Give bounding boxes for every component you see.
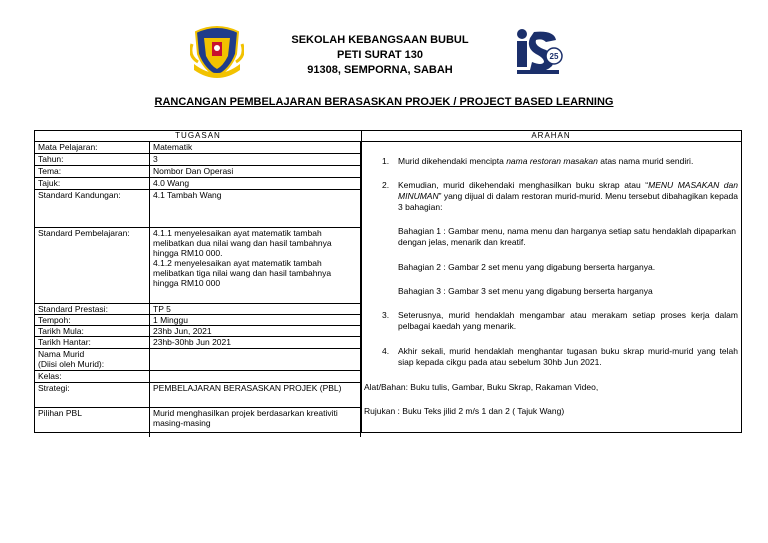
instruction-number: 1. — [382, 156, 390, 166]
field-label — [35, 348, 150, 370]
field-value: PEMBELAJARAN BERASASKAN PROJEK (PBL) — [150, 382, 361, 407]
instruction-text: Murid dikehendaki mencipta — [398, 156, 507, 166]
field-value: 23hb-30hb Jun 2021 — [150, 336, 361, 348]
class-input[interactable] — [150, 370, 361, 382]
instruction-text: Akhir sekali, murid hendaklah menghantar tugasan buku skrap murid-murid yang telah siap kepada cikgu pada atau sebelum 30hb Jun 2021. — [398, 346, 738, 367]
anniversary-number: 25 — [549, 52, 559, 61]
field-label: Tempoh: — [35, 314, 150, 325]
field-label: Kelas: — [35, 370, 150, 382]
materials-text: Alat/Bahan: Buku tulis, Gambar, Buku Skrap, Rakaman Video, — [364, 382, 599, 392]
instructions-panel — [361, 142, 741, 432]
field-value: Nombor Dan Operasi — [150, 165, 361, 177]
table-row — [35, 407, 361, 437]
school-address-line2: 91308, SEMPORNA, SABAH — [307, 64, 453, 76]
field-value — [150, 227, 361, 303]
field-label: Standard Kandungan: — [35, 189, 150, 227]
field-label: Tema: — [35, 165, 150, 177]
learning-standard-2: 4.1.2 menyelesaikan ayat matematik tambah melibatkan tiga nilai wang dan hasil tambahnya hingga RM10 000 — [153, 257, 332, 288]
table-row — [35, 348, 361, 370]
table-row — [35, 177, 361, 189]
field-label: Tajuk: — [35, 177, 150, 189]
restaurant-name-emphasis: nama restoran masakan — [506, 156, 598, 166]
table-row — [35, 227, 361, 303]
project-plan-table — [34, 130, 742, 433]
field-value: 4.0 Wang — [150, 177, 361, 189]
table-row — [35, 303, 361, 314]
field-value: TP 5 — [150, 303, 361, 314]
menu-emphasis: MENU MASAKAN dan MINUMAN — [398, 180, 738, 201]
field-label: Tarikh Mula: — [35, 325, 150, 336]
table-row — [35, 142, 361, 153]
tugasan-header: TUGASAN — [35, 131, 362, 142]
student-name-sublabel: (Diisi oleh Murid): — [38, 358, 105, 369]
field-value: 4.1 Tambah Wang — [150, 189, 361, 227]
field-value: Matematik — [150, 142, 361, 153]
field-label: Tarikh Hantar: — [35, 336, 150, 348]
section-1-text: Bahagian 1 : Gambar menu, nama menu dan harganya setiap satu hendaklah dipaparkan dengan jelas, menarik dan kreatif. — [398, 226, 736, 247]
field-label: Mata Pelajaran: — [35, 142, 150, 153]
instruction-number: 2. — [382, 180, 390, 190]
field-label: Strategi: — [35, 382, 150, 407]
student-name-input[interactable] — [150, 348, 361, 370]
table-row — [35, 336, 361, 348]
field-value: 3 — [150, 153, 361, 165]
student-name-label: Nama Murid — [38, 348, 85, 359]
task-details-table — [35, 142, 361, 437]
table-row — [35, 325, 361, 336]
instruction-number: 3. — [382, 310, 390, 320]
table-row — [35, 165, 361, 177]
instruction-text-end: atas nama murid sendiri. — [597, 156, 694, 166]
table-row — [35, 189, 361, 227]
school-crest-logo — [190, 24, 244, 80]
arahan-header: ARAHAN — [361, 131, 741, 142]
reference-text: Rujukan : Buku Teks jilid 2 m/s 1 dan 2 ( Tajuk Wang) — [364, 406, 565, 416]
plan-title: RANCANGAN PEMBELAJARAN BERASASKAN PROJEK / PROJECT BASED LEARNING — [154, 96, 614, 108]
field-value: 1 Minggu — [150, 314, 361, 325]
instruction-text-end: ” yang dijual di dalam restoran murid-murid. Menu tersebut dibahagikan kepada 3 bahagian: — [398, 191, 738, 212]
section-3-text: Bahagian 3 : Gambar 3 set menu yang digabung berserta harganya — [398, 286, 653, 296]
field-label: Standard Prestasi: — [35, 303, 150, 314]
field-value: Murid menghasilkan projek berdasarkan kreativiti masing-masing — [150, 407, 361, 437]
field-label: Pilihan PBL — [35, 407, 150, 437]
instruction-text: Seterusnya, murid hendaklah mengambar atau merakam setiap proses kerja dalam pelbagai kaedah yang menarik. — [398, 310, 738, 331]
section-2-text: Bahagian 2 : Gambar 2 set menu yang digabung berserta harganya. — [398, 262, 656, 272]
instruction-text: Kemudian, murid dikehendaki menghasilkan buku skrap atau “ — [398, 180, 649, 190]
school-name: SEKOLAH KEBANGSAAN BUBUL — [291, 34, 469, 46]
table-row — [35, 370, 361, 382]
table-row — [35, 382, 361, 407]
learning-standard-1: 4.1.1 menyelesaikan ayat matematik tambah melibatkan dua nilai wang dan hasil tambahnya hingga RM10 000. — [153, 227, 332, 258]
school-header — [250, 33, 510, 78]
instruction-number: 4. — [382, 346, 390, 356]
table-row — [35, 314, 361, 325]
field-label: Tahun: — [35, 153, 150, 165]
field-value: 23hb Jun, 2021 — [150, 325, 361, 336]
field-label: Standard Pembelajaran: — [35, 227, 150, 303]
anniversary-logo — [512, 26, 564, 78]
school-address-line1: PETI SURAT 130 — [337, 49, 423, 61]
table-row — [35, 153, 361, 165]
